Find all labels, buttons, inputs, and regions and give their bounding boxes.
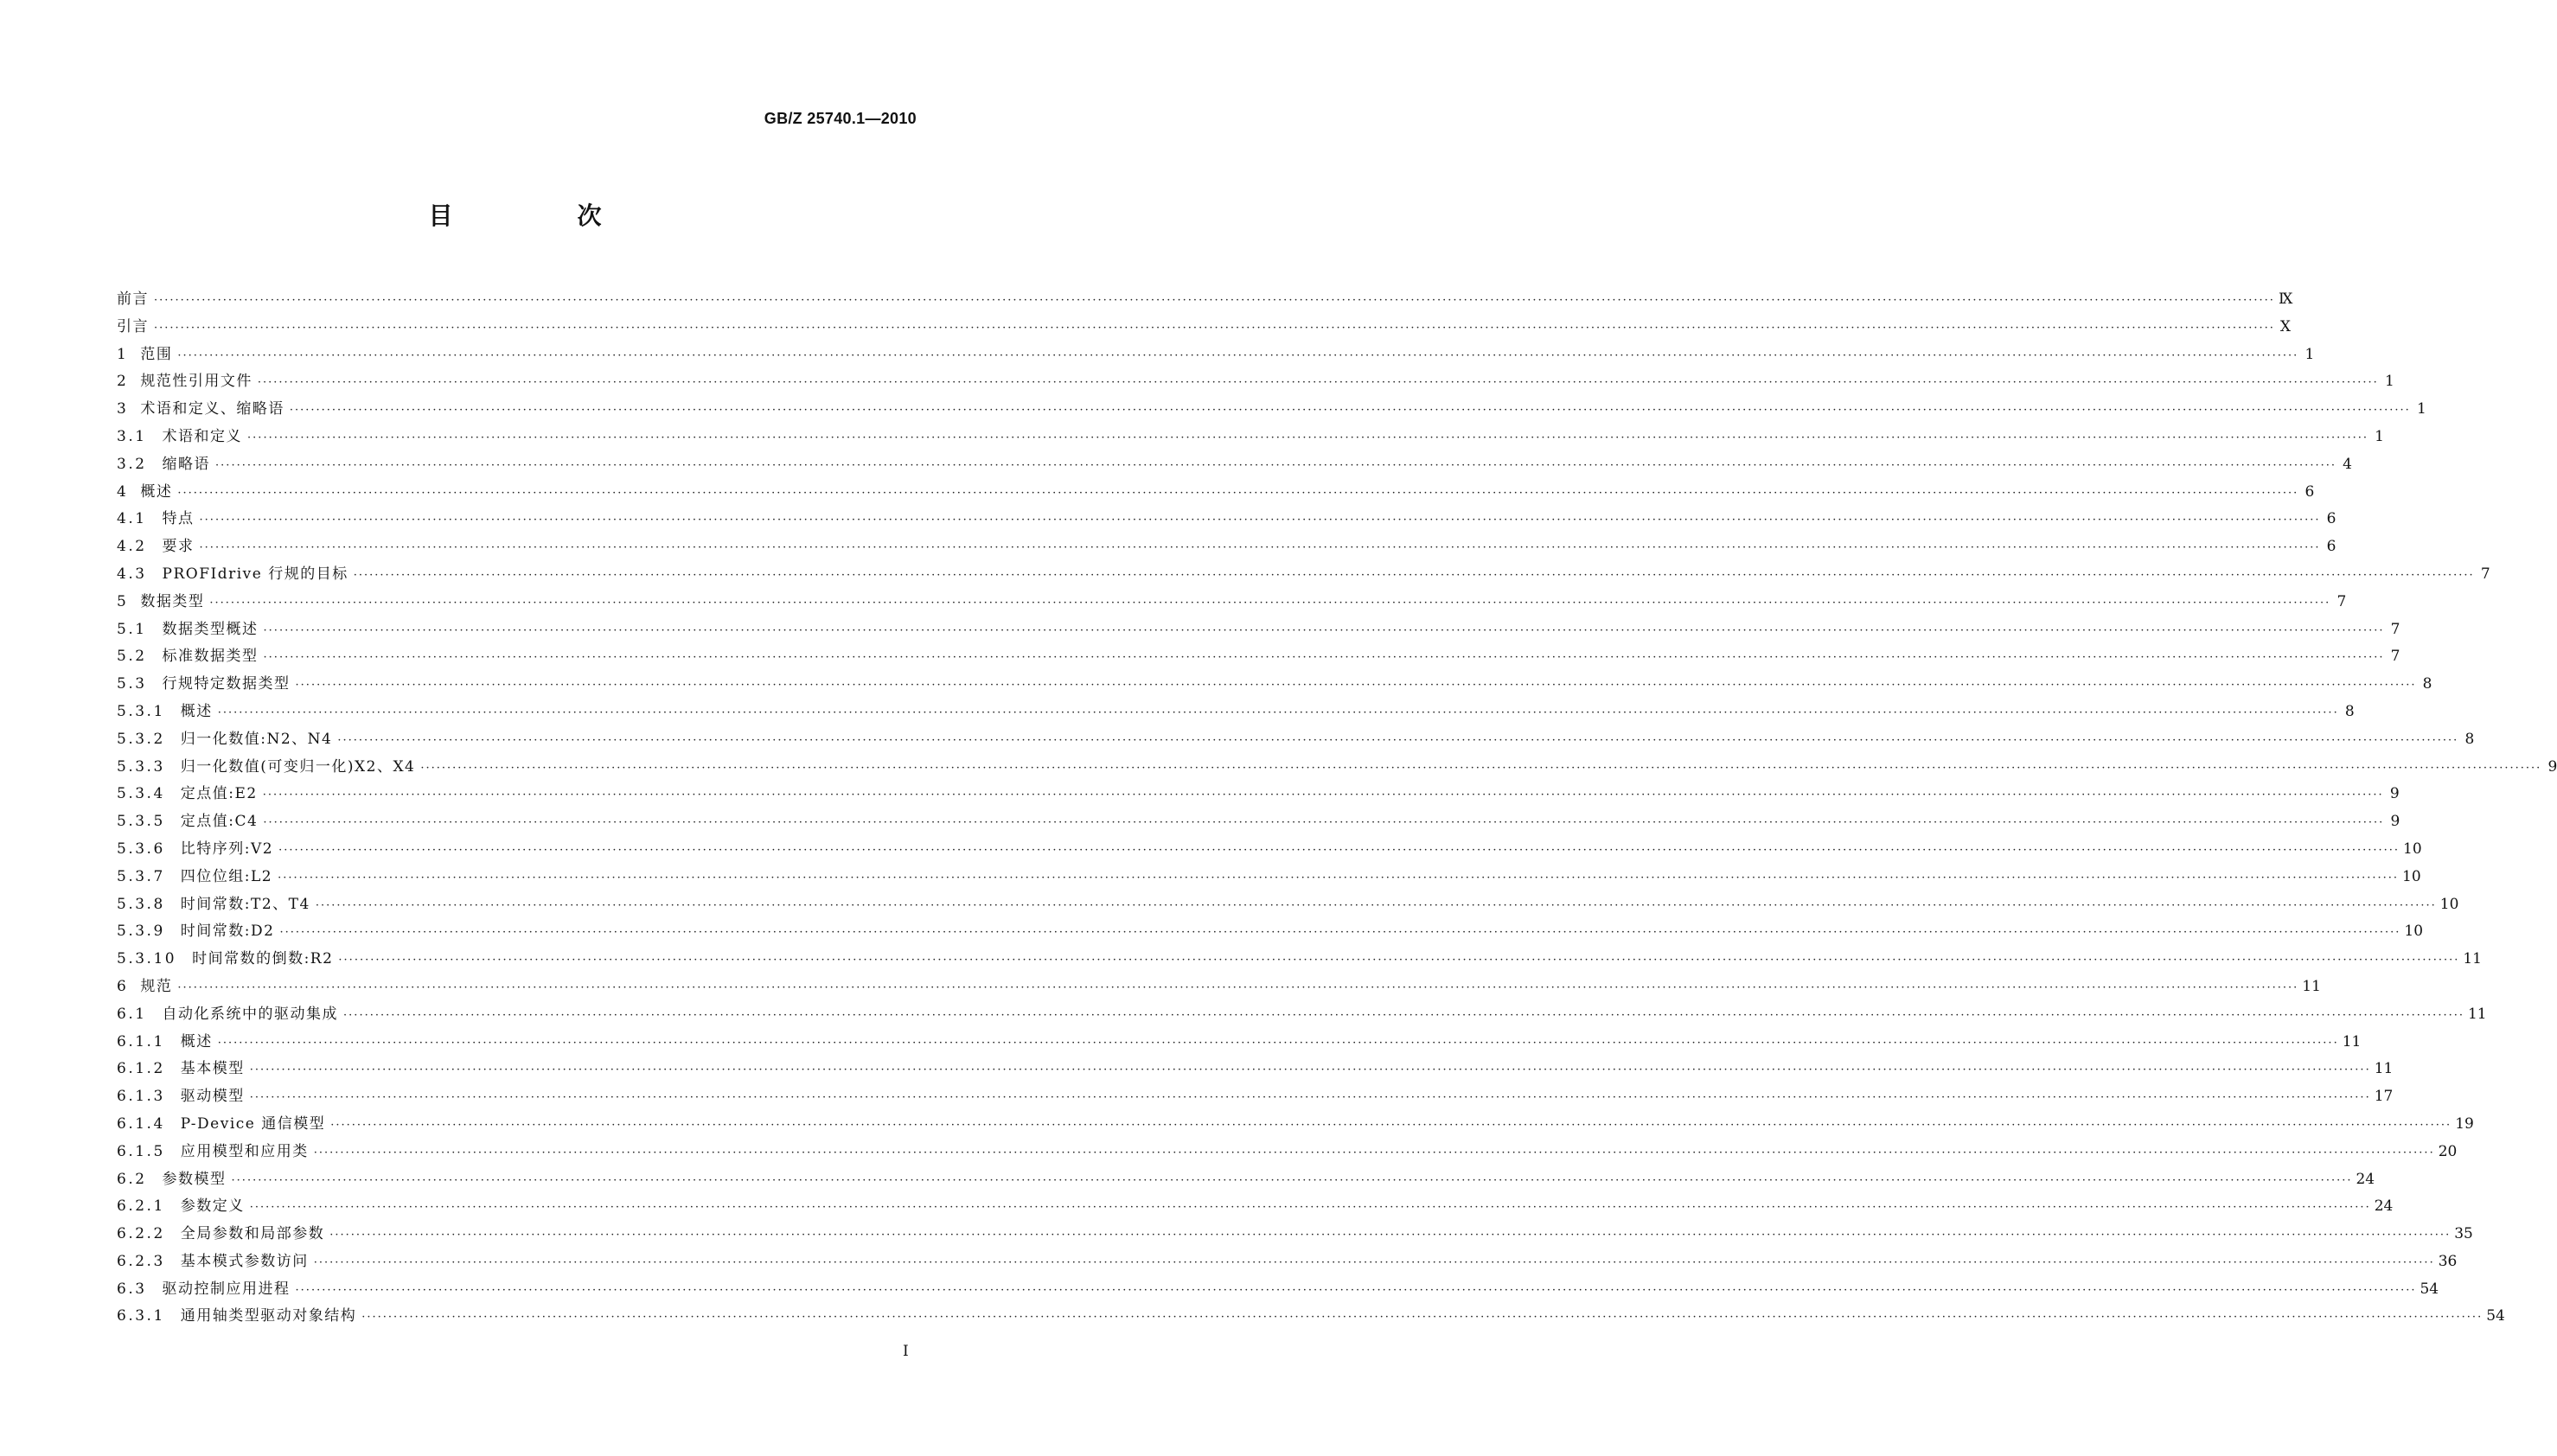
toc-entry-title: 概述 (180, 1032, 213, 1050)
toc-entry-page: 8 (2464, 730, 2475, 748)
toc-entry-title: 术语和定义 (162, 427, 243, 445)
toc-entry[interactable] (117, 1056, 2394, 1083)
toc-entry[interactable] (117, 314, 2291, 342)
toc-entry[interactable] (117, 1111, 2474, 1139)
table-of-contents (117, 286, 2557, 1331)
toc-entry-number: 6.3 (117, 1280, 147, 1298)
toc-entry-number: 5.3.9 (117, 923, 165, 941)
toc-entry-number: 5.3.10 (117, 950, 177, 968)
toc-entry[interactable] (117, 1221, 2473, 1248)
page-number: I (903, 1343, 909, 1360)
toc-entry-page: 10 (2439, 895, 2459, 913)
toc-leader-dots: ················································································································································································································································································································································································································ (343, 1008, 2464, 1022)
toc-entry-label (117, 396, 284, 418)
toc-entry-number: 3.2 (117, 455, 147, 473)
toc-leader-dots: ················································································································································································································································································································································································································ (249, 1201, 2371, 1215)
toc-leader-dots: ················································································································································································································································································································································································································ (337, 733, 2459, 747)
toc-entry-page: 1 (2416, 400, 2426, 418)
toc-entry-number: 6.1.5 (117, 1142, 165, 1160)
toc-entry-number: 4.1 (117, 510, 147, 528)
toc-entry-page: 11 (2342, 1032, 2362, 1050)
toc-entry-page: 1 (2304, 345, 2315, 363)
toc-entry-title: 四位位组:L2 (180, 867, 273, 885)
toc-leader-dots: ················································································································································································································································································································································································································ (263, 816, 2385, 830)
toc-leader-dots: ················································································································································································································································································································································································································ (154, 294, 2275, 307)
toc-entry-label (117, 808, 258, 830)
toc-entry-label (117, 643, 259, 665)
toc-entry-title: 术语和定义、缩略语 (140, 400, 284, 418)
toc-entry-number: 4.3 (117, 565, 147, 583)
toc-entry-page: 8 (2422, 675, 2432, 693)
toc-entry-title: 参数定义 (180, 1197, 245, 1216)
toc-leader-dots: ················································································································································································································································································································································································································ (177, 486, 2299, 500)
toc-entry-title: 时间常数:D2 (180, 923, 275, 941)
toc-entry[interactable] (117, 589, 2347, 616)
toc-entry-number: 5.3.3 (117, 757, 165, 776)
toc-entry-label (117, 1083, 245, 1105)
toc-leader-dots: ················································································································································································································································································································································································································ (231, 1173, 2353, 1187)
toc-entry-label (117, 946, 333, 967)
toc-entry-page: 54 (2420, 1280, 2439, 1298)
toc-entry[interactable] (117, 368, 2394, 396)
toc-entry-title: 范围 (140, 345, 173, 363)
toc-entry[interactable] (117, 451, 2352, 479)
toc-entry-title: 要求 (162, 538, 195, 556)
toc-entry-page: 24 (2356, 1170, 2375, 1188)
toc-leader-dots: ················································································································································································································································································································································································································ (279, 926, 2401, 940)
toc-entry[interactable] (117, 643, 2400, 671)
toc-entry-title: 定点值:C4 (180, 813, 259, 831)
toc-entry-number: 5.3.6 (117, 840, 165, 858)
toc-entry-page: 4 (2343, 455, 2352, 473)
toc-leader-dots: ················································································································································································································································································································································································································ (329, 1229, 2452, 1242)
toc-entry-number: 6.1 (117, 1005, 147, 1023)
toc-entry[interactable] (117, 836, 2422, 864)
toc-entry-number: 5.3 (117, 675, 147, 693)
toc-entry-title: 驱动控制应用进程 (162, 1280, 291, 1298)
toc-entry-label (117, 589, 204, 610)
toc-leader-dots: ················································································································································································································································································································································································································ (199, 541, 2321, 555)
toc-entry-title: 通用轴类型驱动对象结构 (180, 1307, 357, 1325)
toc-entry-label (117, 1056, 245, 1077)
toc-entry-title: 参数模型 (162, 1170, 227, 1188)
toc-entry-label (117, 561, 348, 583)
toc-entry-number: 5.3.2 (117, 730, 165, 748)
toc-entry-title: 自动化系统中的驱动集成 (162, 1005, 339, 1023)
toc-entry-number: 6.1.4 (117, 1114, 165, 1133)
toc-entry-label (117, 726, 332, 748)
toc-leader-dots: ················································································································································································································································································································································································································ (249, 1091, 2371, 1105)
toc-leader-dots: ················································································································································································································································································································································································································ (247, 431, 2368, 444)
toc-entry-page: 9 (2390, 813, 2400, 831)
toc-entry[interactable] (117, 424, 2384, 451)
toc-entry[interactable] (117, 699, 2355, 726)
toc-entry-label (117, 1193, 245, 1215)
toc-entry-title: PROFIdrive 行规的目标 (162, 565, 348, 583)
toc-entry-title: 数据类型 (140, 592, 205, 610)
toc-entry-page: 54 (2486, 1307, 2505, 1325)
toc-entry-number: 6.3.1 (117, 1307, 165, 1325)
toc-entry-title: 数据类型概述 (162, 620, 259, 638)
toc-entry-page: 10 (2402, 867, 2421, 885)
toc-leader-dots: ················································································································································································································································································································································································································ (330, 1118, 2452, 1132)
toc-entry-number: 6.1.3 (117, 1088, 165, 1106)
toc-leader-dots: ················································································································································································································································································································································································································ (262, 789, 2384, 802)
toc-entry-page: 24 (2374, 1197, 2394, 1216)
toc-entry[interactable] (117, 1276, 2439, 1304)
toc-entry-page: 11 (2467, 1005, 2487, 1023)
toc-entry-page: Ⅹ (2279, 317, 2291, 335)
toc-entry-label (117, 1139, 309, 1160)
toc-entry-label (117, 836, 273, 858)
toc-entry-title: 缩略语 (162, 455, 211, 473)
toc-entry-page: 20 (2438, 1142, 2458, 1160)
toc-leader-dots: ················································································································································································································································································································································································································ (249, 1063, 2371, 1077)
toc-entry-page: 7 (2480, 565, 2490, 583)
toc-entry-page: 10 (2403, 840, 2422, 858)
toc-entry-number: 2 (117, 373, 129, 391)
toc-entry-label (117, 342, 172, 363)
toc-entry-label (117, 506, 195, 527)
toc-entry-label (117, 754, 415, 776)
toc-entry[interactable] (117, 396, 2426, 424)
toc-entry-page: 1 (2384, 373, 2394, 391)
toc-entry[interactable] (117, 1139, 2458, 1166)
page-title: 目 次 (428, 201, 652, 230)
toc-entry-number: 5.3.5 (117, 813, 165, 831)
toc-leader-dots: ················································································································································································································································································································································································································ (215, 458, 2336, 472)
toc-entry-label (117, 451, 210, 473)
toc-entry-label (117, 1221, 324, 1242)
toc-entry[interactable] (117, 1029, 2362, 1057)
toc-entry[interactable] (117, 1303, 2505, 1331)
toc-entry[interactable] (117, 781, 2400, 808)
toc-entry-title: 时间常数:T2、T4 (180, 895, 310, 913)
toc-entry-label (117, 1029, 213, 1050)
toc-entry-title: 引言 (117, 317, 149, 335)
toc-entry-label (117, 891, 310, 913)
toc-entry-title: 基本模型 (180, 1060, 245, 1078)
toc-leader-dots: ················································································································································································································································································································································································································ (295, 679, 2417, 693)
toc-entry-number: 1 (117, 345, 129, 363)
toc-entry-number: 5.2 (117, 648, 147, 666)
toc-entry-label (117, 1248, 309, 1270)
toc-leader-dots: ················································································································································································································································································································································································································ (263, 651, 2385, 665)
toc-entry-number: 5 (117, 592, 129, 610)
toc-entry-title: 行规特定数据类型 (162, 675, 291, 693)
toc-entry-page: 6 (2326, 538, 2336, 556)
toc-entry-page: 11 (2463, 950, 2482, 968)
toc-entry[interactable] (117, 616, 2400, 644)
toc-entry-page: 11 (2302, 977, 2321, 995)
toc-entry[interactable] (117, 506, 2336, 533)
toc-entry-number: 6.2 (117, 1170, 147, 1188)
toc-entry-label (117, 1166, 227, 1188)
toc-entry-number: 5.3.7 (117, 867, 165, 885)
toc-entry-title: 前言 (117, 291, 149, 308)
toc-entry-page: 9 (2389, 785, 2400, 803)
toc-entry[interactable] (117, 974, 2321, 1001)
toc-entry[interactable] (117, 1001, 2487, 1029)
toc-entry-label (117, 424, 242, 445)
toc-entry-page: 36 (2438, 1252, 2458, 1270)
toc-entry[interactable] (117, 1248, 2458, 1276)
toc-entry[interactable] (117, 891, 2459, 919)
toc-entry-page: 7 (2336, 592, 2347, 610)
toc-entry-number: 5.3.8 (117, 895, 165, 913)
toc-entry-title: 全局参数和局部参数 (180, 1225, 325, 1243)
toc-entry[interactable] (117, 561, 2490, 589)
toc-entry-title: 标准数据类型 (162, 648, 259, 666)
toc-entry-title: 定点值:E2 (180, 785, 258, 803)
toc-entry-number: 6.1.1 (117, 1032, 165, 1050)
toc-entry-label (117, 1276, 291, 1298)
toc-leader-dots: ················································································································································································································································································································································································································ (278, 843, 2400, 857)
toc-entry-number: 5.3.4 (117, 785, 165, 803)
toc-leader-dots: ················································································································································································································································································································································································································ (209, 596, 2331, 610)
toc-entry-title: 驱动模型 (180, 1088, 245, 1106)
toc-leader-dots: ················································································································································································································································································································································································································ (177, 980, 2299, 994)
toc-leader-dots: ················································································································································································································································································································································································································ (353, 568, 2475, 582)
toc-entry[interactable] (117, 479, 2315, 507)
toc-entry-number: 4 (117, 482, 129, 501)
toc-entry-title: 比特序列:V2 (180, 840, 274, 858)
toc-entry[interactable] (117, 1083, 2394, 1111)
toc-entry-label (117, 479, 172, 501)
toc-entry-page: 9 (2547, 757, 2557, 776)
toc-entry-label (117, 1001, 338, 1023)
toc-entry-number: 6.1.2 (117, 1060, 165, 1078)
toc-entry-number: 6.2.3 (117, 1252, 165, 1270)
toc-entry[interactable] (117, 808, 2400, 836)
toc-leader-dots: ················································································································································································································································································································································································································ (338, 954, 2460, 967)
toc-entry-page: 1 (2375, 427, 2384, 445)
toc-entry-label (117, 1303, 356, 1325)
toc-entry-label (117, 533, 195, 555)
toc-entry-title: 特点 (162, 510, 195, 528)
toc-leader-dots: ················································································································································································································································································································································································································ (420, 761, 2542, 775)
toc-entry-title: P-Device 通信模型 (180, 1114, 326, 1133)
toc-entry-label (117, 616, 259, 638)
toc-leader-dots: ················································································································································································································································································································································································································ (313, 1255, 2435, 1269)
toc-entry-title: 概述 (180, 702, 213, 720)
toc-leader-dots: ················································································································································································································································································································································································································ (289, 404, 2411, 418)
toc-leader-dots: ················································································································································································································································································································································································································ (177, 348, 2299, 362)
toc-entry[interactable] (117, 286, 2293, 314)
toc-entry-label (117, 781, 258, 802)
toc-entry[interactable] (117, 726, 2475, 754)
standard-number: GB/Z 25740.1—2010 (764, 110, 917, 127)
toc-entry[interactable] (117, 533, 2336, 561)
toc-entry-page: 19 (2455, 1114, 2474, 1133)
toc-leader-dots: ················································································································································································································································································································································································································ (361, 1311, 2483, 1325)
toc-entry-page: 6 (2304, 482, 2315, 501)
toc-entry-title: 应用模型和应用类 (180, 1142, 309, 1160)
toc-leader-dots: ················································································································································································································································································································································································································ (154, 321, 2275, 335)
toc-entry-page: 35 (2454, 1225, 2473, 1243)
toc-leader-dots: ················································································································································································································································································································································································································ (217, 706, 2339, 719)
toc-entry-label (117, 1111, 325, 1133)
toc-entry-number: 6 (117, 977, 129, 995)
toc-entry-title: 规范性引用文件 (140, 373, 253, 391)
toc-entry-number: 3 (117, 400, 129, 418)
toc-entry-page: 10 (2404, 923, 2424, 941)
toc-entry-title: 基本模式参数访问 (180, 1252, 309, 1270)
toc-entry-title: 概述 (140, 482, 173, 501)
toc-entry-title: 归一化数值:N2、N4 (180, 730, 333, 748)
toc-entry[interactable] (117, 754, 2557, 782)
toc-entry-number: 5.1 (117, 620, 147, 638)
toc-entry-label (117, 699, 213, 720)
toc-entry-label (117, 671, 291, 693)
toc-entry-label (117, 314, 149, 335)
toc-entry-title: 归一化数值(可变归一化)X2、X4 (180, 757, 416, 776)
toc-entry-page: 11 (2374, 1060, 2394, 1078)
toc-entry-title: 时间常数的倒数:R2 (192, 950, 334, 968)
toc-entry-title: 规范 (140, 977, 173, 995)
toc-entry-number: 3.1 (117, 427, 147, 445)
toc-entry-number: 6.2.2 (117, 1225, 165, 1243)
toc-entry[interactable] (117, 342, 2315, 369)
toc-entry-number: 4.2 (117, 538, 147, 556)
toc-leader-dots: ················································································································································································································································································································································································································ (199, 514, 2321, 527)
toc-entry-label (117, 918, 274, 940)
toc-entry-label (117, 368, 253, 390)
toc-entry-page: 17 (2374, 1088, 2394, 1106)
toc-entry[interactable] (117, 918, 2424, 946)
toc-leader-dots: ················································································································································································································································································································································································································ (263, 623, 2385, 637)
toc-entry[interactable] (117, 864, 2421, 891)
toc-leader-dots: ················································································································································································································································································································································································································ (295, 1283, 2417, 1297)
toc-entry-page: 7 (2390, 620, 2400, 638)
toc-entry-label (117, 974, 172, 995)
toc-entry[interactable] (117, 671, 2432, 699)
toc-entry-page: Ⅸ (2278, 291, 2293, 308)
toc-leader-dots: ················································································································································································································································································································································································································ (217, 1036, 2339, 1050)
toc-entry[interactable] (117, 1193, 2394, 1221)
toc-leader-dots: ················································································································································································································································································································································································································ (257, 376, 2379, 390)
toc-entry-page: 7 (2390, 648, 2400, 666)
toc-entry[interactable] (117, 1166, 2375, 1194)
toc-entry[interactable] (117, 946, 2482, 974)
toc-entry-label (117, 286, 149, 308)
toc-entry-page: 8 (2344, 702, 2355, 720)
toc-leader-dots: ················································································································································································································································································································································································································ (278, 871, 2400, 884)
toc-entry-number: 6.2.1 (117, 1197, 165, 1216)
toc-entry-number: 5.3.1 (117, 702, 165, 720)
toc-entry-label (117, 864, 272, 885)
toc-leader-dots: ················································································································································································································································································································································································································ (315, 898, 2437, 912)
toc-entry-page: 6 (2326, 510, 2336, 528)
toc-leader-dots: ················································································································································································································································································································································································································ (313, 1146, 2435, 1159)
